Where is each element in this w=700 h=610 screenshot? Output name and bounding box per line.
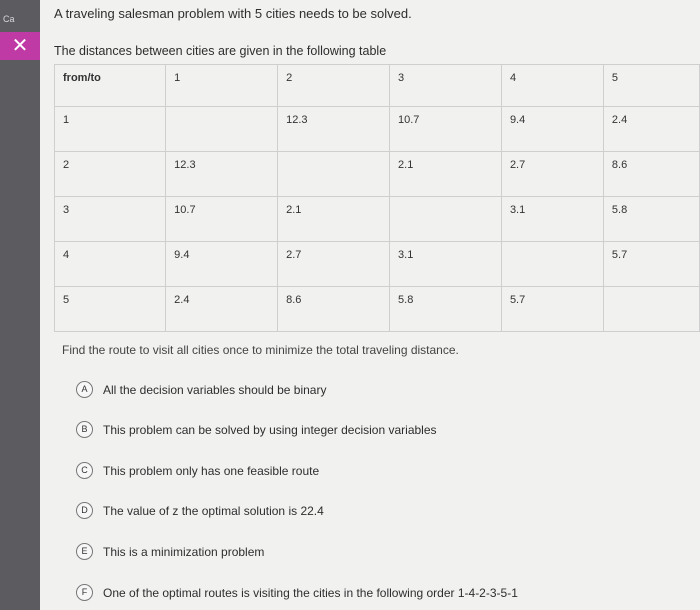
table-cell: 10.7 <box>166 197 278 242</box>
table-cell: 5.8 <box>603 197 699 242</box>
question-subtitle: The distances between cities are given in the following table <box>54 44 387 58</box>
option-d[interactable] <box>76 502 324 519</box>
table-cell: 3 <box>55 197 166 242</box>
table-cell: 9.4 <box>501 107 603 152</box>
option-a[interactable] <box>76 381 326 398</box>
option-letter: B <box>76 421 93 438</box>
table-cell <box>603 287 699 332</box>
table-cell <box>166 107 278 152</box>
option-text: The value of z the optimal solution is 22.4 <box>103 503 324 518</box>
table-row <box>55 242 700 287</box>
table-cell: 2.4 <box>603 107 699 152</box>
option-letter: C <box>76 462 93 479</box>
distance-table <box>54 64 700 332</box>
option-c[interactable] <box>76 462 319 479</box>
question-panel <box>40 0 700 610</box>
tab-label: Ca <box>3 14 15 24</box>
table-cell: 2.1 <box>278 197 390 242</box>
table-header-row <box>55 65 700 107</box>
table-cell: 5 <box>55 287 166 332</box>
table-cell: 3.1 <box>501 197 603 242</box>
option-text: This is a minimization problem <box>103 544 265 559</box>
left-sidebar <box>0 0 40 610</box>
table-cell: 5.7 <box>501 287 603 332</box>
close-button[interactable] <box>0 32 40 60</box>
table-cell: 5.7 <box>603 242 699 287</box>
option-letter: F <box>76 584 93 601</box>
option-letter: E <box>76 543 93 560</box>
option-f[interactable] <box>76 584 518 601</box>
table-cell: 1 <box>55 107 166 152</box>
question-title: A traveling salesman problem with 5 cities needs to be solved. <box>54 6 412 21</box>
table-cell <box>390 197 502 242</box>
header-cell: 5 <box>603 65 699 107</box>
option-letter: A <box>76 381 93 398</box>
table-cell: 4 <box>55 242 166 287</box>
table-cell: 10.7 <box>390 107 502 152</box>
table-cell: 9.4 <box>166 242 278 287</box>
table-cell: 3.1 <box>390 242 502 287</box>
table-cell: 5.8 <box>390 287 502 332</box>
table-cell: 2 <box>55 152 166 197</box>
option-text: One of the optimal routes is visiting the cities in the following order 1-4-2-3-5-1 <box>103 585 518 600</box>
option-letter: D <box>76 502 93 519</box>
option-text: This problem can be solved by using integer decision variables <box>103 422 437 437</box>
table-cell: 2.4 <box>166 287 278 332</box>
header-cell: 3 <box>390 65 502 107</box>
table-cell: 2.1 <box>390 152 502 197</box>
table-cell: 12.3 <box>278 107 390 152</box>
header-cell: 1 <box>166 65 278 107</box>
table-row <box>55 287 700 332</box>
table-cell <box>278 152 390 197</box>
table-cell: 2.7 <box>278 242 390 287</box>
close-icon: ✕ <box>11 35 29 57</box>
question-prompt: Find the route to visit all cities once to minimize the total traveling distance. <box>62 343 459 357</box>
header-cell: from/to <box>55 65 166 107</box>
table-row <box>55 197 700 242</box>
option-text: All the decision variables should be binary <box>103 382 327 397</box>
table-cell: 8.6 <box>603 152 699 197</box>
table-row <box>55 107 700 152</box>
table-cell: 2.7 <box>501 152 603 197</box>
table-cell: 12.3 <box>166 152 278 197</box>
table-cell <box>501 242 603 287</box>
option-text: This problem only has one feasible route <box>103 463 320 478</box>
option-e[interactable] <box>76 543 264 560</box>
option-b[interactable] <box>76 421 437 438</box>
table-cell: 8.6 <box>278 287 390 332</box>
header-cell: 2 <box>278 65 390 107</box>
header-cell: 4 <box>501 65 603 107</box>
table-row <box>55 152 700 197</box>
